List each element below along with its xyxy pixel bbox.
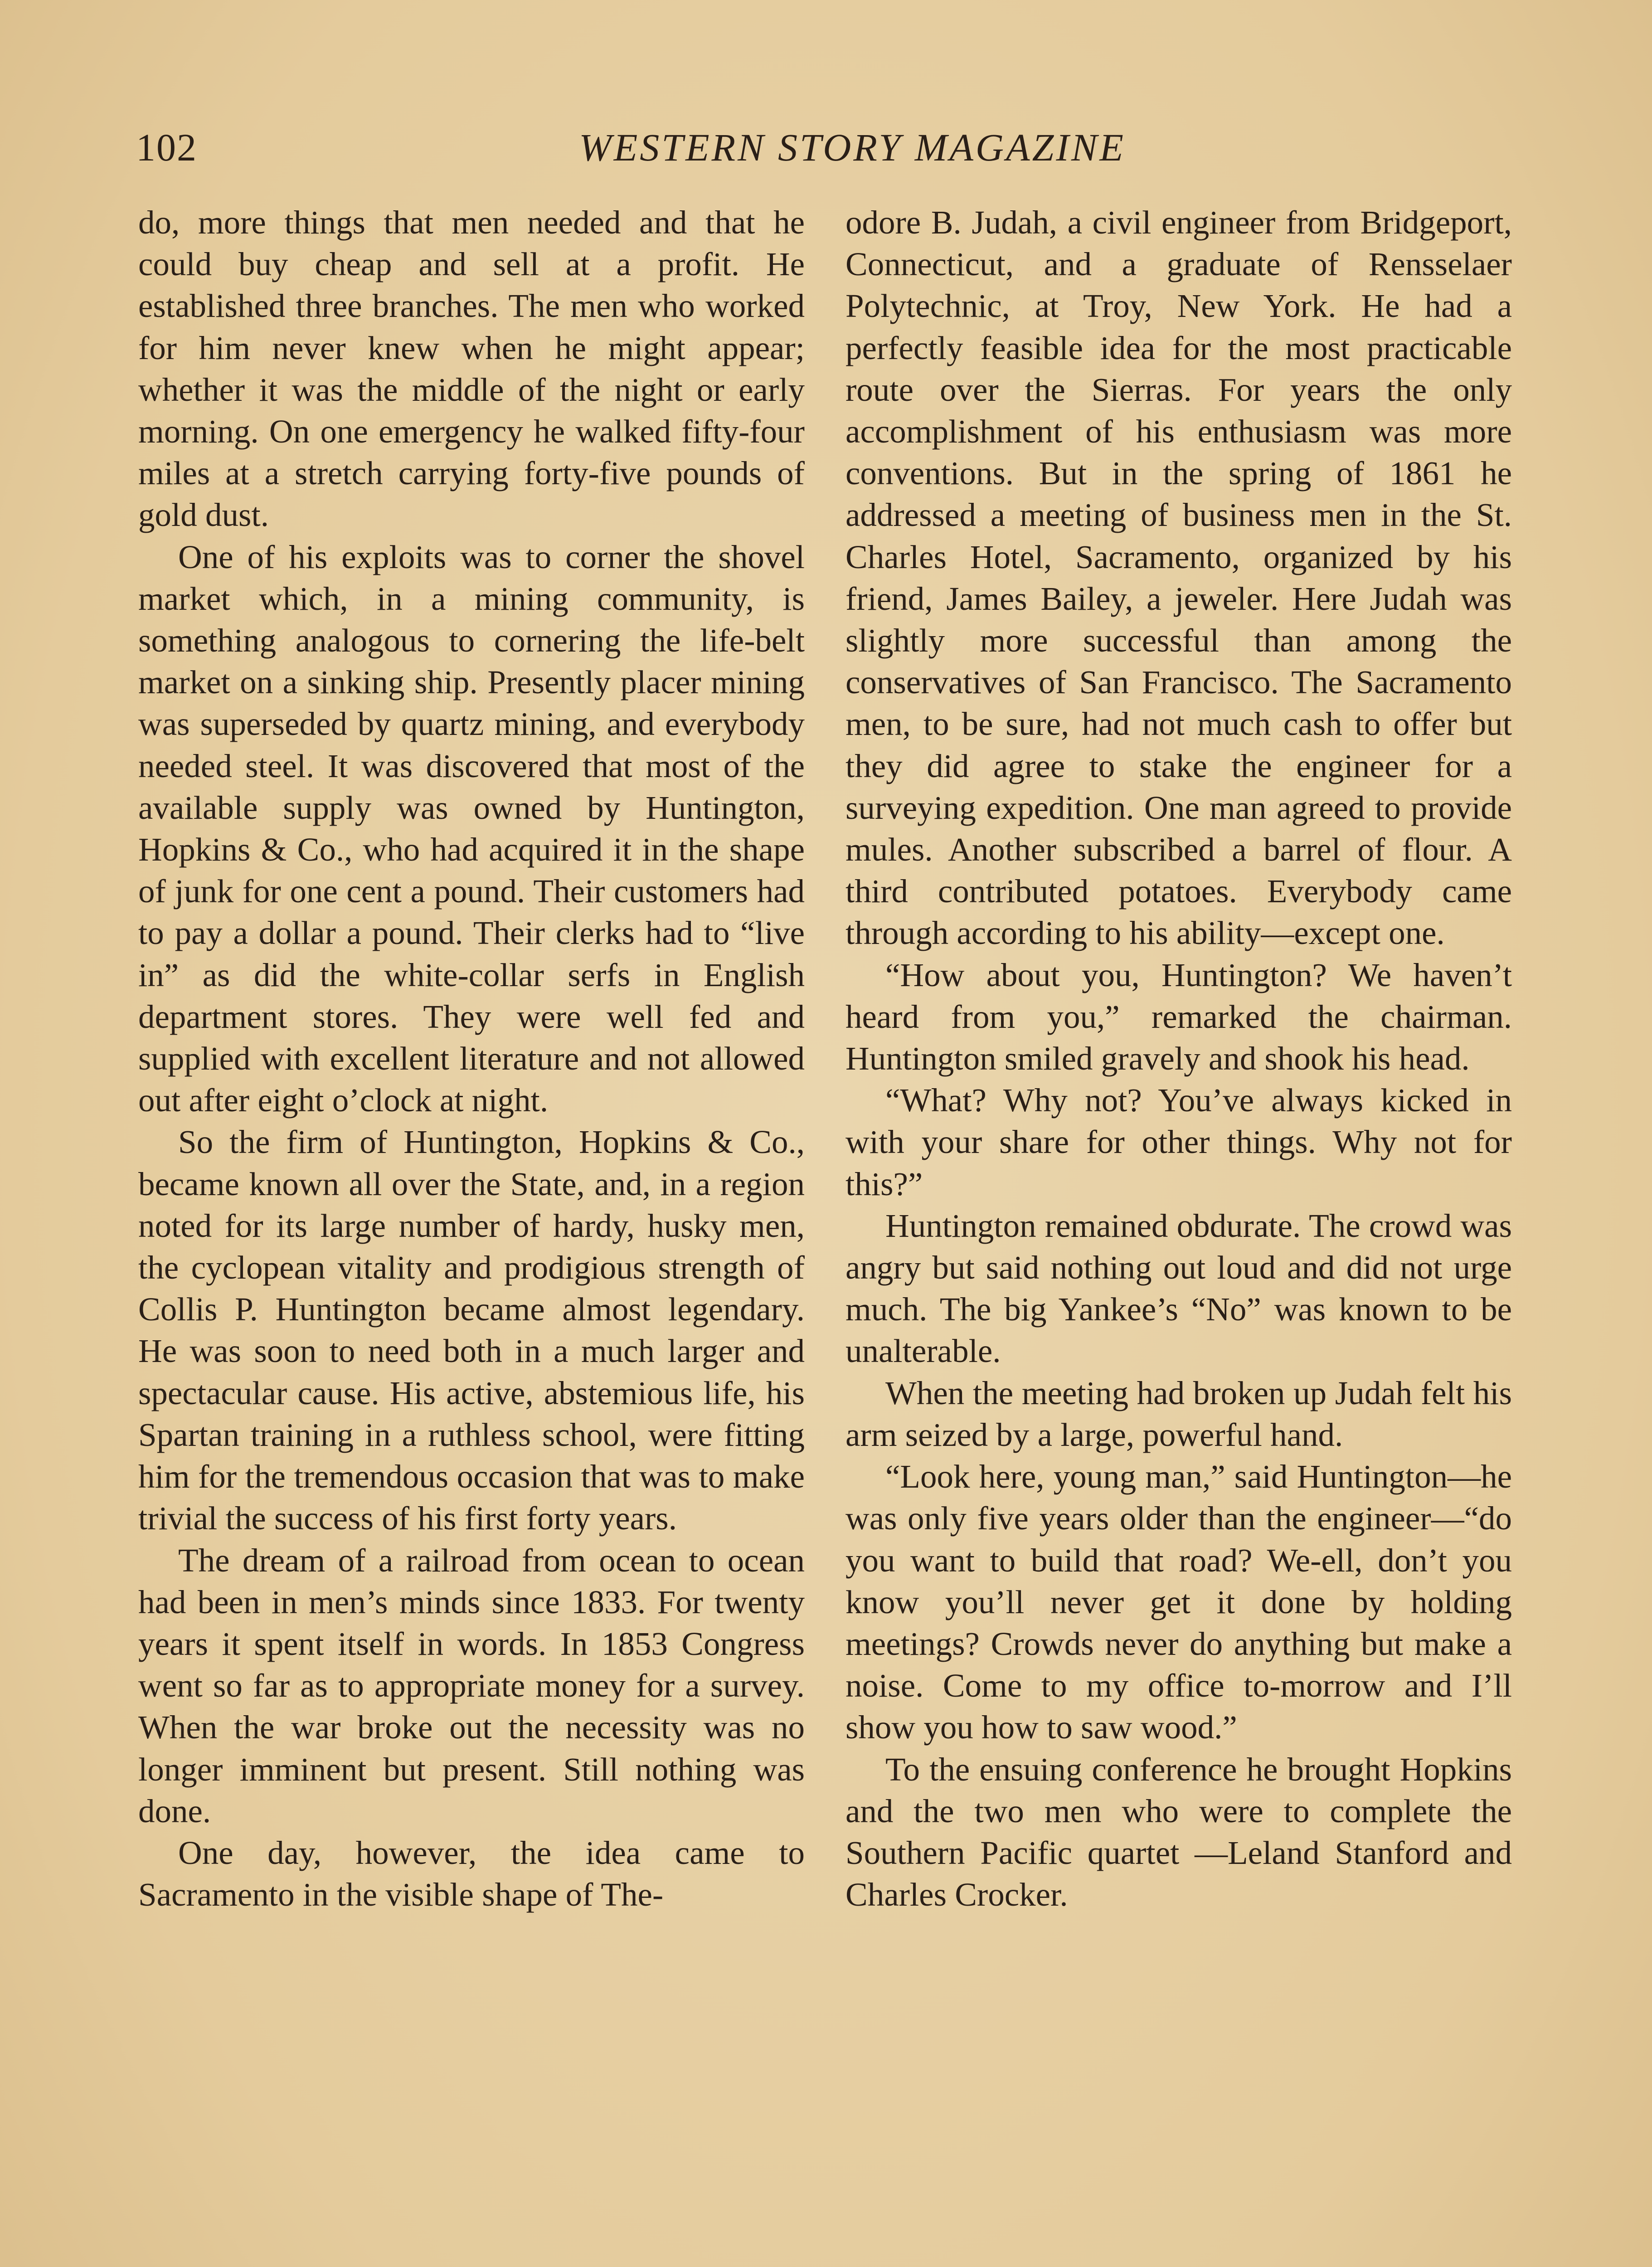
running-title: WESTERN STORY MAGAZINE (579, 126, 1126, 169)
paragraph: When the meeting had broken up Judah felt his arm seized by a large, powerful hand. (845, 1374, 1512, 1453)
paragraph: odore B. Judah, a civil engineer from Bridgeport, Connecticut, and a graduate of Rensselaer Polytechnic, at Troy, New York. He had a perfectly feasible idea for the most practicable route over the Sierras. For years the only accomplishment of his enthusiasm was more conventions. But in the spring of 1861 he addressed a meeting of business men in the St. Charles Hotel, Sacramento, organized by his friend, James Bailey, a jeweler. Here Judah was slightly more successful than among the conservatives of San Francisco. The Sacramento men, to be sure, had not much cash to offer but they did agree to stake the engineer for a surveying expedition. One man agreed to provide mules. Another subscribed a barrel of flour. A third contributed potatoes. Everybody came through according to his ability—except one. (845, 204, 1512, 952)
paragraph: One of his exploits was to corner the shovel market which, in a mining community, is something analogous to cornering the life-belt market on a sinking ship. Presently placer mining was superseded by quartz mining, and everybody needed steel. It was discovered that most of the available supply was owned by Huntington, Hopkins & Co., who had acquired it in the shape of junk for one cent a pound. Their customers had to pay a dollar a pound. Their clerks had to “live in” as did the white-collar serfs in English department stores. They were well fed and supplied with excellent literature and not allowed out after eight o’clock at night. (138, 538, 805, 1119)
left-column (138, 202, 805, 1916)
paragraph: To the ensuing conference he brought Hopkins and the two men who were to complete the Southern Pacific quartet —Leland Stanford and Charles Crocker. (845, 1751, 1512, 1913)
paragraph: “Look here, young man,” said Huntington—he was only five years older than the engineer—“do you want to build that road? We-ell, don’t you know you’ll never get it done by holding meetings? Crowds never do anything but make a noise. Come to my office to-morrow and I’ll show you how to saw wood.” (845, 1458, 1512, 1746)
page-header (136, 116, 1514, 179)
page-number: 102 (136, 126, 197, 169)
right-column (845, 202, 1512, 1916)
paragraph: do, more things that men needed and that he could buy cheap and sell at a profit. He established three branches. The men who worked for him never knew when he might appear; whether it was the middle of the night or early morning. On one emergency he walked fifty-four miles at a stretch carrying forty-five pounds of gold dust. (138, 204, 805, 534)
paragraph: “How about you, Huntington? We haven’t heard from you,” remarked the chairman. Huntington smiled gravely and shook his head. (845, 956, 1512, 1077)
paragraph: The dream of a railroad from ocean to ocean had been in men’s minds since 1833. For twenty years it spent itself in words. In 1853 Congress went so far as to appropriate money for a survey. When the war broke out the necessity was no longer imminent but present. Still nothing was done. (138, 1542, 805, 1829)
paragraph: Huntington remained obdurate. The crowd was angry but said nothing out loud and did not urge much. The big Yankee’s “No” was known to be unalterable. (845, 1207, 1512, 1370)
paragraph: “What? Why not? You’ve always kicked in with your share for other things. Why not for this?” (845, 1082, 1512, 1202)
paragraph: One day, however, the idea came to Sacramento in the visible shape of The- (138, 1834, 805, 1913)
paragraph: So the firm of Huntington, Hopkins & Co., became known all over the State, and, in a region noted for its large number of hardy, husky men, the cyclopean vitality and prodigious strength of Collis P. Huntington became almost legendary. He was soon to need both in a much larger and spectacular cause. His active, abstemious life, his Spartan training in a ruthless school, were fitting him for the tremendous occasion that was to make trivial the success of his first forty years. (138, 1124, 805, 1537)
